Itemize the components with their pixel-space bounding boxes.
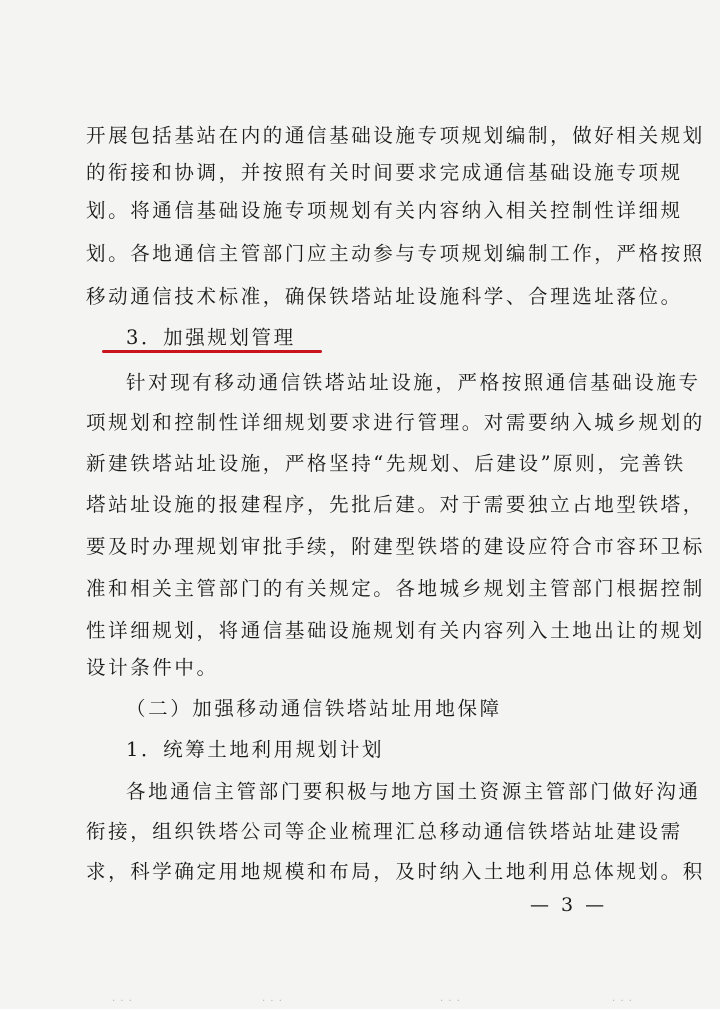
paragraph-line: 针对现有移动通信铁塔站址设施，严格按照通信基础设施专	[126, 371, 701, 394]
paragraph-line: 移动通信技术标准，确保铁塔站址设施科学、合理选址落位。	[86, 285, 683, 308]
scan-artifact: · · ·	[262, 996, 283, 1007]
scan-artifact: · · ·	[440, 996, 461, 1007]
scan-artifact: · · ·	[612, 996, 633, 1007]
paragraph-line: 要及时办理规划审批手续，附建型铁塔的建设应符合市容环卫标	[86, 535, 705, 558]
paragraph-line: 的衔接和协调，并按照有关时间要求完成通信基础设施专项规	[86, 161, 683, 184]
paragraph-line: 设计条件中。	[86, 656, 219, 679]
section-heading: 3．加强规划管理	[126, 326, 296, 349]
page-number: — 3 —	[530, 894, 608, 916]
paragraph-line: 开展包括基站在内的通信基础设施专项规划编制，做好相关规划	[86, 124, 705, 147]
paragraph-line: 各地通信主管部门要积极与地方国土资源主管部门做好沟通	[126, 780, 701, 803]
paragraph-line: 衔接，组织铁塔公司等企业梳理汇总移动通信铁塔站址建设需	[86, 820, 683, 843]
paragraph-line: 项规划和控制性详细规划要求进行管理。对需要纳入城乡规划的	[86, 411, 705, 434]
paragraph-line: 求，科学确定用地规模和布局，及时纳入土地利用总体规划。积	[86, 860, 705, 883]
highlight-underline	[102, 350, 322, 353]
paragraph-line: 塔站址设施的报建程序，先批后建。对于需要独立占地型铁塔，	[86, 493, 705, 516]
paragraph-line: 划。各地通信主管部门应主动参与专项规划编制工作，严格按照	[86, 242, 705, 265]
section-heading: （二）加强移动通信铁塔站址用地保障	[126, 697, 502, 720]
paragraph-line: 新建铁塔站址设施，严格坚持“先规划、后建设”原则，完善铁	[86, 452, 686, 475]
paragraph-line: 准和相关主管部门的有关规定。各地城乡规划主管部门根据控制	[86, 577, 705, 600]
paragraph-line: 划。将通信基础设施专项规划有关内容纳入相关控制性详细规	[86, 199, 683, 222]
paragraph-line: 性详细规划，将通信基础设施规划有关内容列入土地出让的规划	[86, 619, 705, 642]
subsection-heading: 1．统筹土地利用规划计划	[126, 738, 385, 761]
scan-artifact: · · ·	[112, 996, 133, 1007]
